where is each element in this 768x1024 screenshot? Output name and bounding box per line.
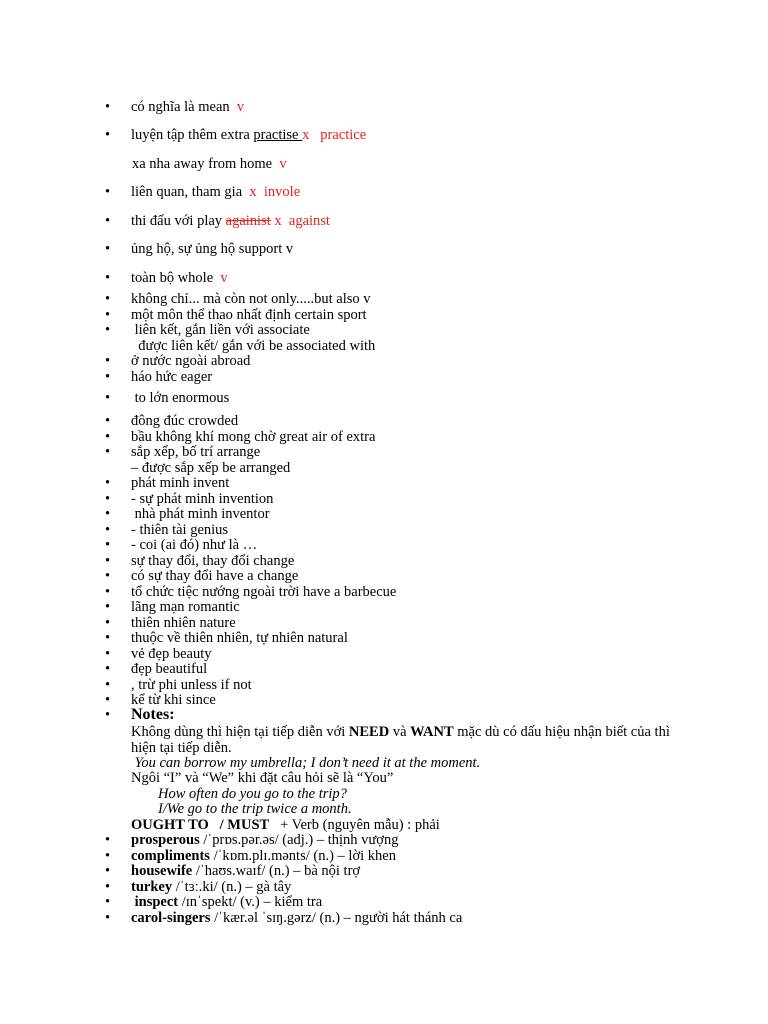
vocab-text: có nghĩa là mean [131, 99, 230, 115]
bullet: • [105, 863, 111, 879]
cross-mark: x [274, 213, 282, 229]
bullet: • [105, 661, 111, 677]
vocab-text: thuộc về thiên nhiên, tự nhiên natural [131, 630, 348, 646]
bullet: • [105, 413, 111, 429]
vocab-text: bầu không khí mong chờ great air of extra [131, 429, 376, 445]
vocab-text: được liên kết/ gắn với be associated with [131, 338, 376, 354]
bullet: • [105, 568, 111, 584]
keyword-want: WANT [410, 724, 454, 740]
bullet: • [105, 429, 111, 445]
rule-keyword: OUGHT TO / MUST [131, 817, 270, 833]
vocab-text: thiên nhiên nature [131, 615, 236, 631]
check-mark: v [279, 156, 287, 172]
vocab-text: sắp xếp, bố trí arrange [131, 444, 261, 460]
vocab-definition: /ˈtɜː.ki/ (n.) – gà tây [172, 879, 292, 895]
vocab-text: toàn bộ whole [131, 270, 214, 286]
bullet: • [105, 184, 111, 200]
vocab-definition: /ˈprɒs.pər.əs/ (adj.) – thịnh vượng [199, 832, 399, 848]
vocab-text: sự thay đổi, thay đổi change [131, 553, 295, 569]
vocab-text: phát minh invent [131, 475, 230, 491]
vocab-text: vẻ đẹp beauty [131, 646, 212, 662]
notes-heading: Notes: [131, 706, 175, 723]
bullet: • [105, 369, 111, 385]
bullet: • [105, 615, 111, 631]
vocab-word: compliments [131, 848, 210, 864]
vocab-text: luyện tập thêm extra [131, 127, 250, 143]
vocab-text: liên kết, gắn liền với associate [131, 322, 310, 338]
bullet: • [105, 553, 111, 569]
vocab-text: - thiên tài genius [131, 522, 229, 538]
vocab-word: inspect [131, 894, 179, 910]
vocab-definition: /ɪnˈspekt/ (v.) – kiểm tra [178, 894, 323, 910]
bullet: • [105, 506, 111, 522]
vocab-text: ủng hộ, sự ủng hộ support v [131, 241, 294, 257]
vocab-text: lãng mạn romantic [131, 599, 240, 615]
bullet: • [105, 99, 111, 115]
bullet: • [105, 707, 111, 723]
correction-text: invole [263, 184, 301, 200]
bullet: • [105, 475, 111, 491]
vocab-text: – được sắp xếp be arranged [131, 460, 291, 476]
bullet: • [105, 910, 111, 926]
bullet: • [105, 879, 111, 895]
vocab-text: đẹp beautiful [131, 661, 208, 677]
vocab-text: một môn thể thao nhất định certain sport [131, 307, 367, 323]
bullet: • [105, 241, 111, 257]
vocab-text: không chỉ... mà còn not only.....but also v [131, 291, 371, 307]
bullet: • [105, 491, 111, 507]
vocab-text: liên quan, tham gia [131, 184, 243, 200]
notes-paragraph: Không dùng thì hiện tại tiếp diễn với NEED và WANT mặc dù có dấu hiệu nhận biết của thì hiện tại tiếp diễn. [131, 724, 670, 756]
cross-mark: x [249, 184, 257, 200]
vocab-word: housewife [131, 863, 193, 879]
struck-word: againist [225, 213, 271, 229]
bullet: • [105, 270, 111, 286]
bullet: • [105, 537, 111, 553]
bullet: • [105, 522, 111, 538]
correction-text: against [288, 213, 330, 229]
vocab-text: - sự phát minh invention [131, 491, 274, 507]
bullet: • [105, 894, 111, 910]
wrong-word: practise [253, 127, 299, 143]
vocab-text: kể từ khi since [131, 692, 216, 708]
vocab-text: thi đấu với play [131, 213, 223, 229]
bullet: • [105, 832, 111, 848]
vocab-text: háo hức eager [131, 369, 213, 385]
bullet: • [105, 584, 111, 600]
vocab-word: prosperous [131, 832, 200, 848]
vocab-text: có sự thay đổi have a change [131, 568, 299, 584]
vocab-word: turkey [131, 879, 173, 895]
vocab-text: nhà phát minh inventor [131, 506, 270, 522]
vocab-definition: /ˈhaʊs.waɪf/ (n.) – bà nội trợ [192, 863, 361, 879]
vocab-definition: /ˈkær.əl ˈsɪŋ.gərz/ (n.) – người hát thánh ca [210, 910, 463, 926]
check-mark: v [220, 270, 228, 286]
bullet: • [105, 213, 111, 229]
keyword-need: NEED [348, 724, 390, 740]
vocab-text: , trừ phi unless if not [131, 677, 252, 693]
bullet: • [105, 444, 111, 460]
bullet: • [105, 322, 111, 338]
bullet: • [105, 692, 111, 708]
correction-text: practice [320, 127, 367, 143]
bullet: • [105, 353, 111, 369]
check-mark: v [236, 99, 245, 115]
vocab-definition: /ˈkɒm.plɪ.mənts/ (n.) – lời khen [209, 848, 396, 864]
bullet: • [105, 390, 111, 406]
bullet: • [105, 677, 111, 693]
bullet: • [105, 307, 111, 323]
vocab-text: to lớn enormous [131, 390, 230, 406]
bullet: • [105, 599, 111, 615]
bullet: • [105, 848, 111, 864]
bullet: • [105, 127, 111, 143]
vocab-text: đông đúc crowded [131, 413, 239, 429]
vocab-text: ở nước ngoài abroad [131, 353, 251, 369]
bullet: • [105, 630, 111, 646]
cross-mark: x [302, 127, 310, 143]
vocab-text: xa nha away from home [132, 156, 273, 172]
vocab-text: tổ chức tiệc nướng ngoài trời have a barbecue [131, 584, 397, 600]
bullet: • [105, 291, 111, 307]
vocab-text: - coi (ai đó) như là … [131, 537, 258, 553]
vocab-word: carol-singers [131, 910, 211, 926]
bullet: • [105, 646, 111, 662]
